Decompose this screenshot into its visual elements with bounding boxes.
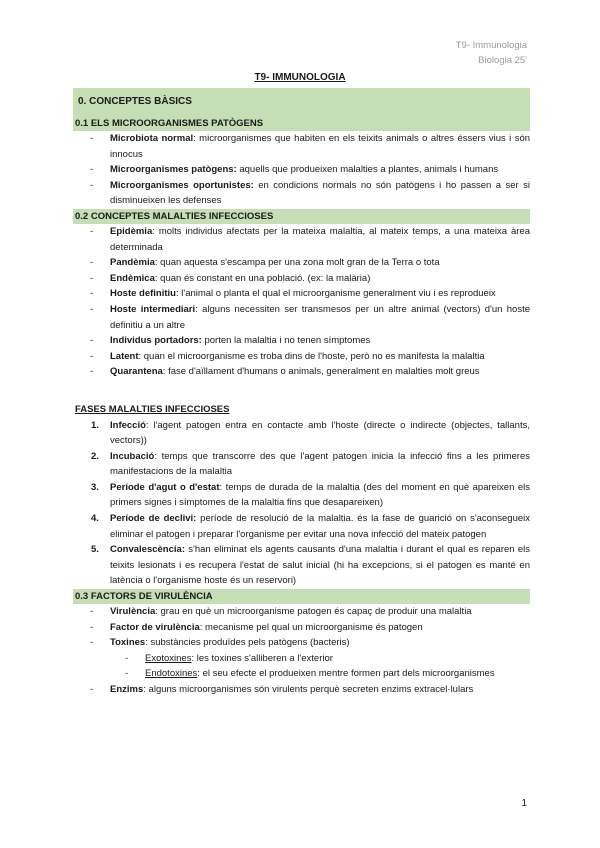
list-item: 3. Període d'agut o d'estat: temps de durada de la malaltia (des del moment en què apareixen els primers signes i símptomes de la malaltia fins que desapareixen)	[91, 481, 530, 509]
list-item: - Exotoxines: les toxines s'alliberen a l'exterior	[73, 651, 530, 667]
list-item: - Latent: quan el microorganisme es troba dins de l'hoste, però no es manifesta la malaltia	[73, 349, 530, 365]
list-item: - Factor de virulència: mecanisme pel qual un microorganisme és patogen	[73, 620, 530, 636]
pathogens-list	[73, 131, 530, 209]
enzymes-list	[73, 682, 530, 698]
list-item: 1. Infecció: l'agent patogen entra en contacte amb l'hoste (directe o indirecte (objectes, tallants, vectors))	[91, 419, 530, 447]
list-item: - Hoste intermediari: alguns necessiten ser transmesos per un altre animal (vectors) d'un hoste definitiu a un altre	[73, 302, 530, 333]
list-item: 4. Període de declivi: període de resolució de la malaltia. és la fase de guarició on s'aconsegueix eliminar el patogen i preparar l'organisme per evitar una nova infecció del mateix patogen	[91, 513, 530, 540]
list-item: - Endotoxines: el seu efecte el produeixen mentre formen part dels microorganismes	[73, 666, 530, 682]
list-item: - Toxines: substàncies produïdes pels patògens (bacteris)	[73, 635, 530, 651]
page-header	[456, 38, 527, 68]
list-item: - Endèmica: quan és constant en una població. (ex: la malària)	[73, 271, 530, 287]
list-item: - Microorganismes oportunistes: en condicions normals no són patògens i ho passen a ser si disminueixen les defenses	[73, 178, 530, 209]
document-body	[73, 88, 530, 698]
list-item: 2. Incubació: temps que transcorre des que l'agent patogen inicia la infecció fins a les primeres manifestacions de la malaltia	[91, 450, 530, 478]
page-number: 1	[521, 798, 527, 809]
list-item: - Hoste definitiu: l'animal o planta el qual el microorganisme generalment viu i es reprodueix	[73, 286, 530, 302]
list-item: 5. Convalescència: s'han eliminat els agents causants d'una malaltia i durant el qual es reparen els teixits lesionats i es recupera l'estat de salut inicial (hi ha excepcions, si el patogen es manté en latència o l'organisme hoste és un reservori)	[91, 544, 530, 587]
list-item: - Epidèmia: molts individus afectats per la mateixa malaltia, al mateix temps, a una mateixa àrea determinada	[73, 224, 530, 255]
list-item: - Individus portadors: porten la malaltia i no tenen símptomes	[73, 333, 530, 349]
diseases-list	[73, 224, 530, 380]
list-item: - Virulència: grau en què un microorganisme patogen és capaç de produir una malaltia	[73, 604, 530, 620]
section-heading-diseases: 0.2 CONCEPTES MALALTIES INFECCIOSES	[73, 209, 530, 224]
list-item: - Quarantena: fase d'aïllament d'humans o animals, generalment en malalties molt greus	[73, 364, 530, 380]
list-item: - Enzims: alguns microorganismes són virulents perquè secreten enzims extracel·lulars	[73, 682, 530, 698]
section-heading-basics: 0. CONCEPTES BÀSICS	[73, 88, 530, 116]
document-title: T9- IMMUNOLOGIA	[254, 72, 346, 83]
toxins-sublist	[73, 651, 530, 682]
section-heading-virulence: 0.3 FACTORS DE VIRULÈNCIA	[73, 589, 530, 604]
section-heading-pathogens: 0.1 ELS MICROORGANISMES PATÒGENS	[73, 116, 530, 131]
phases-list	[73, 418, 530, 590]
header-subject: Biologia 25'	[478, 55, 527, 66]
list-item: - Microorganismes patògens: aquells que produeixen malalties a plantes, animals i humans	[73, 162, 530, 178]
section-heading-phases: FASES MALALTIES INFECCIOSES	[75, 403, 230, 415]
virulence-list	[73, 604, 530, 651]
header-course: T9- Immunologia	[455, 40, 527, 51]
list-item: - Microbiota normal: microorganismes que habiten en els teixits animals o altres éssers vius i són innocus	[73, 131, 530, 162]
list-item: - Pandèmia: quan aquesta s'escampa per una zona molt gran de la Terra o tota	[73, 255, 530, 271]
